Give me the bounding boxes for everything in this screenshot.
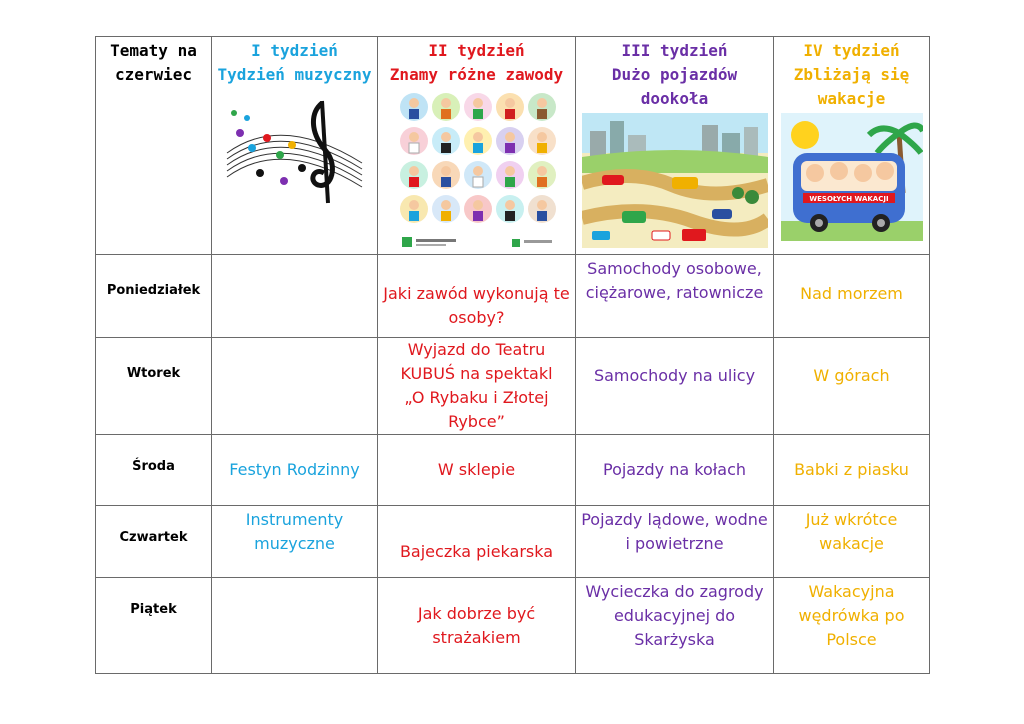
cell-wednesday-week-2: W sklepie bbox=[378, 435, 576, 506]
cell-friday-week-4: Wakacyjna wędrówka po Polsce bbox=[774, 578, 930, 674]
week-2-header bbox=[378, 37, 576, 255]
cell-wednesday-week-1: Festyn Rodzinny bbox=[212, 435, 378, 506]
row-tuesday bbox=[96, 338, 930, 435]
row-thursday bbox=[96, 506, 930, 578]
cell-thursday-week-3: Pojazdy lądowe, wodne i powietrzne bbox=[576, 506, 774, 578]
day-label: Środa bbox=[96, 435, 212, 506]
cell-thursday-week-2: Bajeczka piekarska bbox=[378, 506, 576, 578]
cell-wednesday-week-3: Pojazdy na kołach bbox=[576, 435, 774, 506]
week-4-number: IV tydzień bbox=[803, 41, 900, 60]
vehicles-image bbox=[582, 113, 768, 248]
week-2-number: II tydzień bbox=[428, 41, 525, 60]
professions-image bbox=[392, 89, 562, 254]
week-3-title: Dużo pojazdów dookoła bbox=[611, 65, 738, 108]
schedule-table bbox=[95, 36, 930, 674]
cell-monday-week-3: Samochody osobowe, ciężarowe, ratownicze bbox=[576, 255, 774, 338]
week-4-title: Zbliżają się wakacje bbox=[793, 65, 910, 108]
row-wednesday bbox=[96, 435, 930, 506]
week-4-header bbox=[774, 37, 930, 255]
day-label: Wtorek bbox=[96, 338, 212, 435]
week-1-title: Tydzień muzyczny bbox=[217, 65, 372, 84]
cell-tuesday-week-4: W górach bbox=[774, 338, 930, 435]
cell-tuesday-week-3: Samochody na ulicy bbox=[576, 338, 774, 435]
day-label: Poniedziałek bbox=[96, 255, 212, 338]
cell-tuesday-week-1 bbox=[212, 338, 378, 435]
week-1-header bbox=[212, 37, 378, 255]
cell-wednesday-week-4: Babki z piasku bbox=[774, 435, 930, 506]
week-3-header bbox=[576, 37, 774, 255]
week-1-number: I tydzień bbox=[251, 41, 338, 60]
header-row bbox=[96, 37, 930, 255]
day-label: Czwartek bbox=[96, 506, 212, 578]
row-friday bbox=[96, 578, 930, 674]
cell-monday-week-2: Jaki zawód wykonują te osoby? bbox=[378, 255, 576, 338]
music-notes-image bbox=[222, 93, 367, 208]
topic-label: Tematy na czerwiec bbox=[110, 41, 197, 84]
day-label: Piątek bbox=[96, 578, 212, 674]
cell-thursday-week-4: Już wkrótce wakacje bbox=[774, 506, 930, 578]
cell-friday-week-3: Wycieczka do zagrody edukacyjnej do Skarżyska bbox=[576, 578, 774, 674]
week-3-number: III tydzień bbox=[621, 41, 728, 60]
topic-label-cell bbox=[96, 37, 212, 255]
bus-sign-text: WESOŁYCH WAKACJI bbox=[808, 195, 889, 203]
week-2-title: Znamy różne zawody bbox=[389, 65, 564, 84]
cell-monday-week-4: Nad morzem bbox=[774, 255, 930, 338]
vacation-bus-image bbox=[781, 113, 923, 241]
cell-thursday-week-1: Instrumenty muzyczne bbox=[212, 506, 378, 578]
row-monday bbox=[96, 255, 930, 338]
cell-friday-week-2: Jak dobrze być strażakiem bbox=[378, 578, 576, 674]
cell-friday-week-1 bbox=[212, 578, 378, 674]
cell-monday-week-1 bbox=[212, 255, 378, 338]
cell-tuesday-week-2: Wyjazd do Teatru KUBUŚ na spektakl „O Rybaku i Złotej Rybce” bbox=[378, 338, 576, 435]
